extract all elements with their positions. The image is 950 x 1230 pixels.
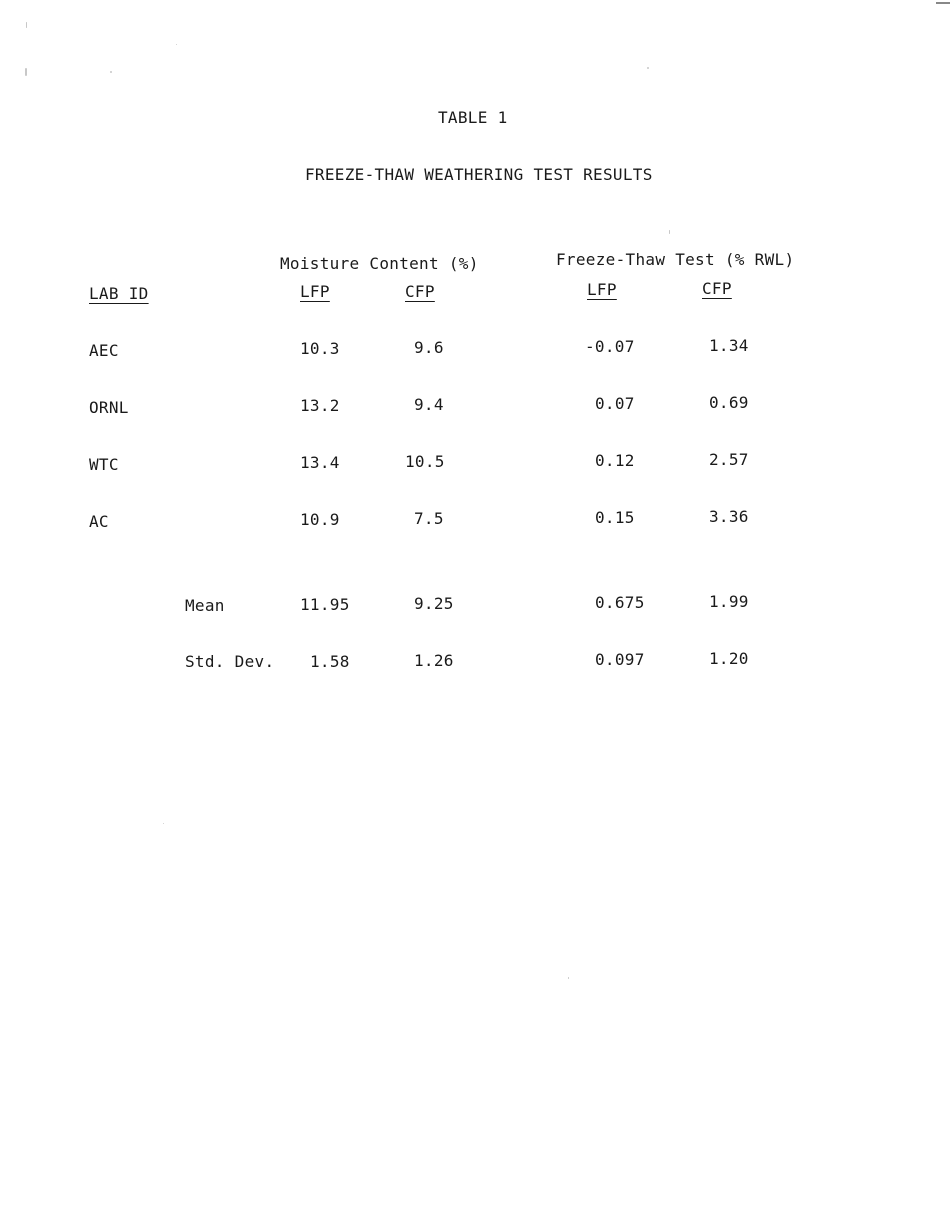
row-ft-lfp: 0.07 bbox=[595, 394, 635, 413]
moisture-content-header: Moisture Content (%) bbox=[280, 254, 479, 273]
ft-lfp-header: LFP bbox=[587, 280, 617, 299]
mc-cfp-header: CFP bbox=[405, 282, 435, 301]
table-title: FREEZE-THAW WEATHERING TEST RESULTS bbox=[305, 165, 653, 184]
summary-mc-cfp: 1.26 bbox=[414, 651, 454, 670]
row-ft-cfp: 0.69 bbox=[709, 393, 749, 412]
lab-id-header: LAB ID bbox=[89, 284, 149, 303]
row-ft-lfp: 0.15 bbox=[595, 508, 635, 527]
scan-speck bbox=[25, 68, 27, 76]
summary-mc-lfp: 11.95 bbox=[300, 595, 350, 614]
row-lab-id: AC bbox=[89, 512, 109, 531]
row-mc-lfp: 10.3 bbox=[300, 339, 340, 358]
summary-ft-cfp: 1.99 bbox=[709, 592, 749, 611]
ft-cfp-header: CFP bbox=[702, 279, 732, 298]
table-label: TABLE 1 bbox=[438, 108, 508, 127]
scan-speck bbox=[176, 44, 177, 45]
summary-label-mean: Mean bbox=[185, 596, 225, 615]
row-ft-cfp: 1.34 bbox=[709, 336, 749, 355]
summary-mc-cfp: 9.25 bbox=[414, 594, 454, 613]
row-lab-id: WTC bbox=[89, 455, 119, 474]
summary-mc-lfp: 1.58 bbox=[310, 652, 350, 671]
freeze-thaw-header: Freeze-Thaw Test (% RWL) bbox=[556, 250, 795, 269]
row-mc-cfp: 10.5 bbox=[405, 452, 445, 471]
summary-label-std-dev: Std. Dev. bbox=[185, 652, 275, 671]
row-ft-cfp: 2.57 bbox=[709, 450, 749, 469]
row-ft-lfp: -0.07 bbox=[585, 337, 635, 356]
mc-lfp-header: LFP bbox=[300, 282, 330, 301]
scan-edge-mark bbox=[936, 2, 950, 4]
scan-speck bbox=[669, 230, 670, 234]
scan-speck bbox=[110, 71, 112, 73]
row-ft-cfp: 3.36 bbox=[709, 507, 749, 526]
row-mc-lfp: 10.9 bbox=[300, 510, 340, 529]
row-lab-id: ORNL bbox=[89, 398, 129, 417]
scan-speck bbox=[647, 67, 649, 69]
row-mc-cfp: 9.6 bbox=[414, 338, 444, 357]
scan-speck bbox=[26, 22, 27, 28]
row-ft-lfp: 0.12 bbox=[595, 451, 635, 470]
summary-ft-lfp: 0.097 bbox=[595, 650, 645, 669]
scan-speck bbox=[163, 823, 164, 824]
row-mc-lfp: 13.2 bbox=[300, 396, 340, 415]
row-mc-cfp: 7.5 bbox=[414, 509, 444, 528]
scan-speck bbox=[568, 977, 569, 979]
summary-ft-lfp: 0.675 bbox=[595, 593, 645, 612]
row-mc-lfp: 13.4 bbox=[300, 453, 340, 472]
summary-ft-cfp: 1.20 bbox=[709, 649, 749, 668]
row-lab-id: AEC bbox=[89, 341, 119, 360]
row-mc-cfp: 9.4 bbox=[414, 395, 444, 414]
